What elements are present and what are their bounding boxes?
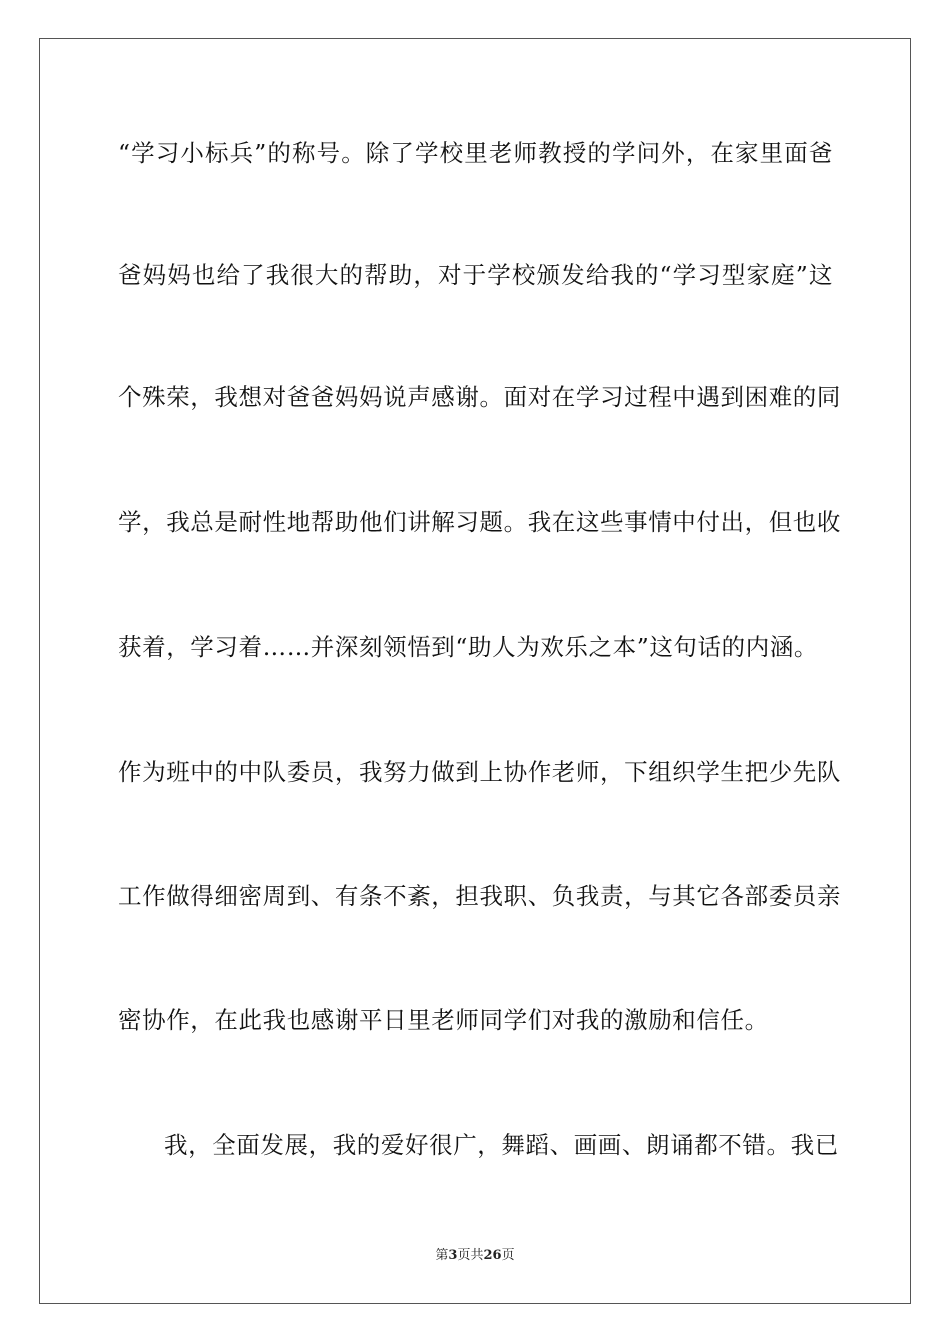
paragraph-line: 爸妈妈也给了我很大的帮助，对于学校颁发给我的“学习型家庭”这 [118,261,833,289]
page-prefix: 第 [435,1248,449,1263]
page-frame [39,38,911,1304]
paragraph-line: 工作做得细密周到、有条不紊，担我职、负我责，与其它各部委员亲 [118,882,841,910]
paragraph-line: 获着，学习着……并深刻领悟到“助人为欢乐之本”这句话的内涵。 [118,633,819,661]
paragraph-line: “学习小标兵”的称号。除了学校里老师教授的学问外，在家里面爸 [118,139,833,167]
paragraph-line: 我，全面发展，我的爱好很广，舞蹈、画画、朗诵都不错。我已 [164,1131,839,1159]
page-footer [0,1247,950,1265]
paragraph-line: 个殊荣，我想对爸爸妈妈说声感谢。面对在学习过程中遇到困难的同 [118,383,841,411]
page-suffix: 页 [457,1248,471,1263]
page-number: 3 [448,1248,458,1263]
paragraph-line: 作为班中的中队委员，我努力做到上协作老师，下组织学生把少先队 [118,758,841,786]
total-prefix: 共 [470,1248,484,1263]
total-pages: 26 [483,1248,502,1263]
total-suffix: 页 [501,1248,515,1263]
paragraph-line: 学，我总是耐性地帮助他们讲解习题。我在这些事情中付出，但也收 [118,508,841,536]
paragraph-line: 密协作，在此我也感谢平日里老师同学们对我的激励和信任。 [118,1006,769,1034]
